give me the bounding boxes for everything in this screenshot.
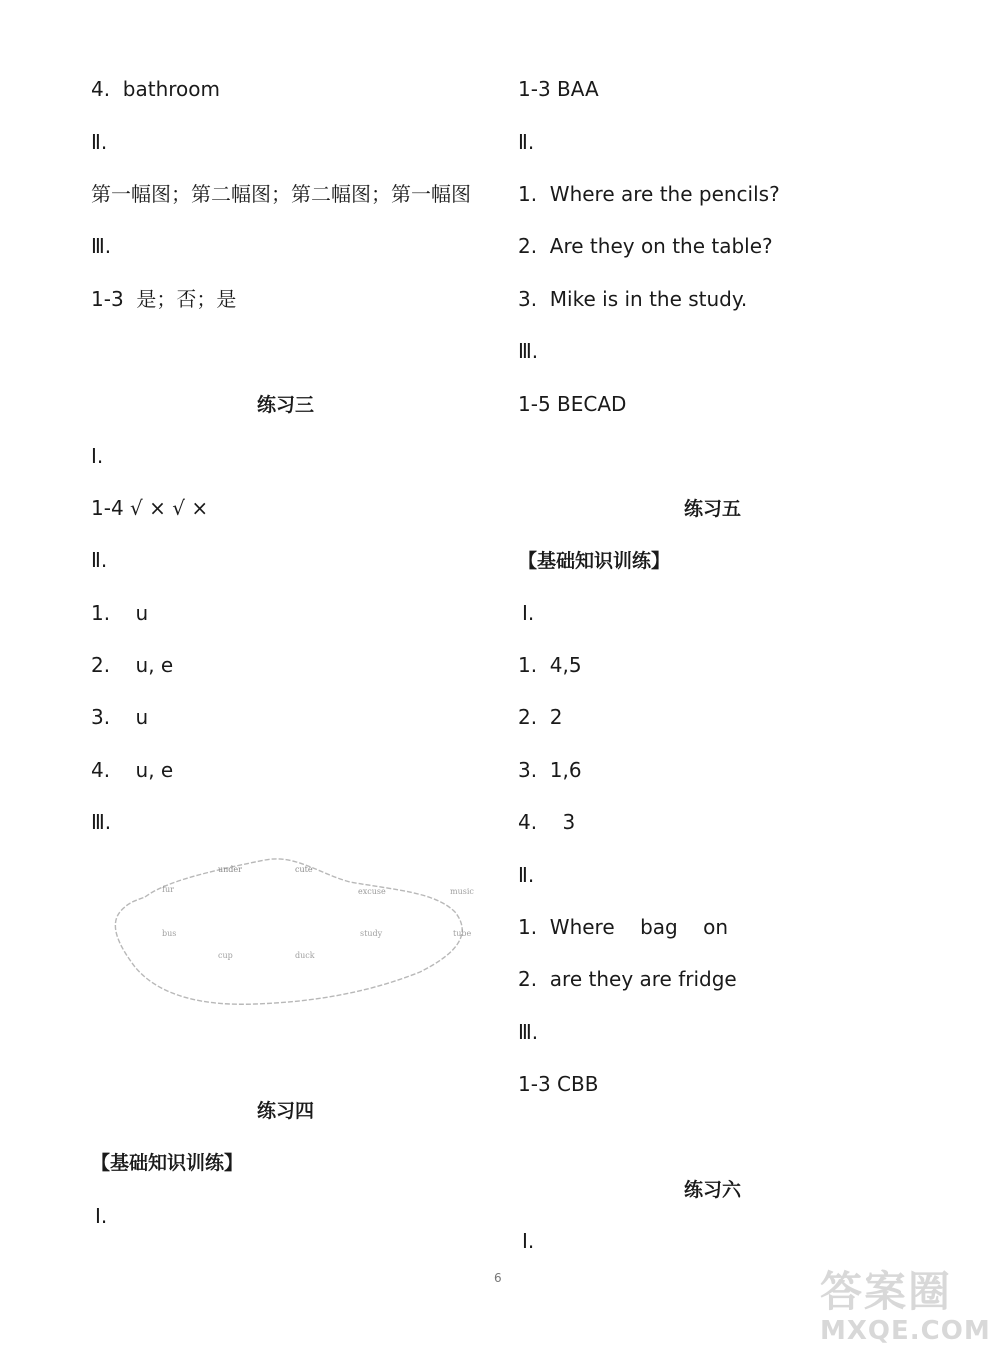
maze-word-music: music: [450, 887, 474, 896]
left-line-5: 1-3 是；否；是: [91, 287, 237, 311]
right-line-3: 1. Where are the pencils?: [518, 182, 780, 206]
maze-word-fur: fur: [162, 885, 174, 894]
right-line-11: 2. 2: [518, 705, 563, 729]
left-line-1: 4. bathroom: [91, 77, 221, 101]
left-line-4: Ⅲ.: [91, 234, 112, 258]
left-line-2: Ⅱ.: [91, 130, 108, 154]
right-line-17: Ⅲ.: [518, 1020, 539, 1044]
right-line-10: 1. 4,5: [518, 653, 582, 677]
right-line-5: 3. Mike is in the study.: [518, 287, 748, 311]
right-line-13: 4. 3: [518, 810, 576, 834]
right-line-7: 1-5 BECAD: [518, 392, 627, 416]
maze-word-bus: bus: [162, 929, 177, 938]
left-line-7: 1-4 √ × √ ×: [91, 496, 209, 520]
right-line-4: 2. Are they on the table?: [518, 234, 773, 258]
left-line-15: Ⅰ.: [95, 1204, 108, 1228]
maze-word-cute: cute: [295, 865, 313, 874]
left-line-14: 【基础知识训练】: [91, 1152, 244, 1174]
right-line-19: Ⅰ.: [522, 1229, 535, 1253]
maze-word-duck: duck: [295, 951, 315, 960]
left-line-9: 1. u: [91, 601, 149, 625]
section-heading-6: 练习六: [684, 1179, 742, 1201]
maze-word-under: under: [218, 865, 242, 874]
watermark-bottom: MXQE.COM: [820, 1316, 991, 1346]
right-line-14: Ⅱ.: [518, 863, 535, 887]
maze-word-study: study: [360, 929, 383, 938]
right-line-18: 1-3 CBB: [518, 1072, 599, 1096]
section-heading-4: 练习四: [257, 1100, 315, 1122]
watermark: [820, 1268, 991, 1346]
maze-word-cup: cup: [218, 951, 233, 960]
left-line-13: Ⅲ.: [91, 810, 112, 834]
maze-word-excuse: excuse: [358, 887, 386, 896]
word-maze-figure: [105, 852, 485, 1012]
right-line-8: 【基础知识训练】: [518, 550, 671, 572]
right-line-15: 1. Where bag on: [518, 915, 729, 939]
left-line-3: 第一幅图；第二幅图；第二幅图；第一幅图: [91, 182, 471, 206]
left-line-11: 3. u: [91, 705, 149, 729]
right-line-9: Ⅰ.: [522, 601, 535, 625]
right-line-16: 2. are they are fridge: [518, 967, 737, 991]
right-line-12: 3. 1,6: [518, 758, 582, 782]
page-number: 6: [494, 1271, 502, 1285]
section-heading-3: 练习三: [257, 394, 315, 416]
watermark-top: 答案圈: [820, 1267, 953, 1316]
maze-word-tube: tube: [453, 929, 472, 938]
left-line-8: Ⅱ.: [91, 548, 108, 572]
right-line-2: Ⅱ.: [518, 130, 535, 154]
right-line-1: 1-3 BAA: [518, 77, 599, 101]
left-line-12: 4. u, e: [91, 758, 174, 782]
left-line-6: Ⅰ.: [91, 444, 104, 468]
right-line-6: Ⅲ.: [518, 339, 539, 363]
left-line-10: 2. u, e: [91, 653, 174, 677]
section-heading-5: 练习五: [684, 498, 742, 520]
